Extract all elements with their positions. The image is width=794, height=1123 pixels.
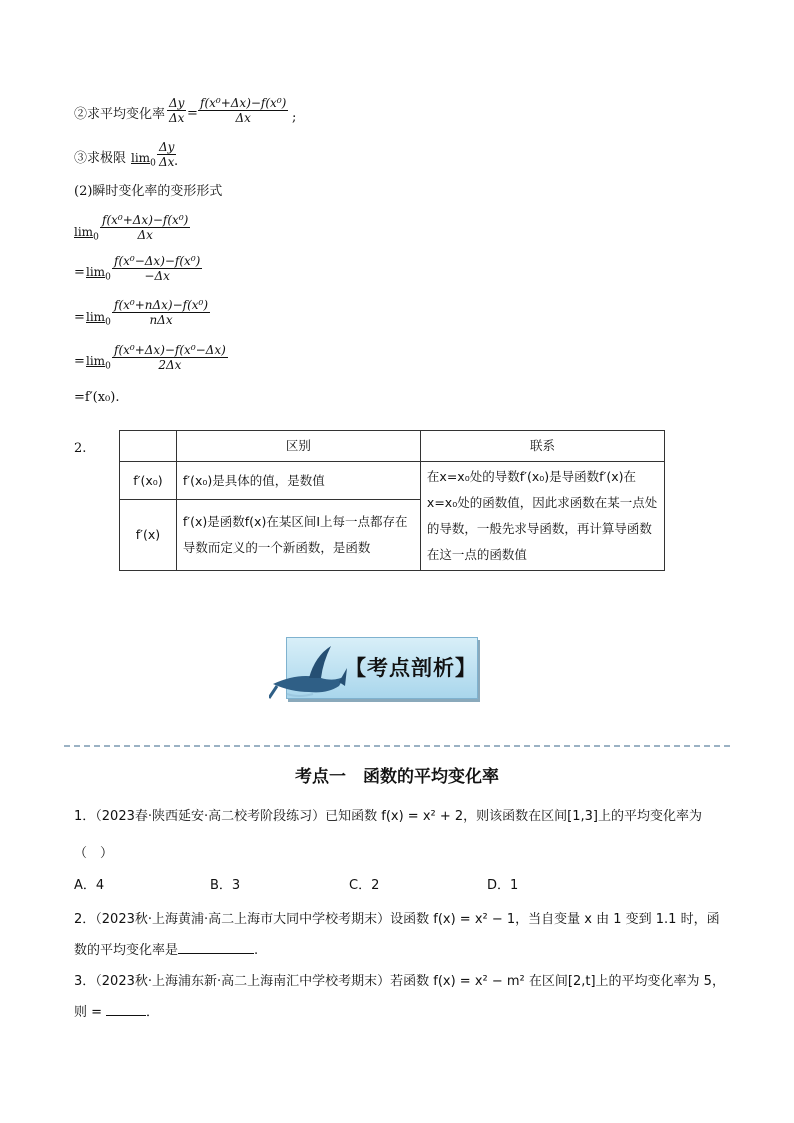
line1-den: Δx bbox=[137, 228, 153, 242]
line4-den: 2Δx bbox=[158, 358, 182, 372]
question-3-line2-wrap: 则 = ． bbox=[74, 1005, 160, 1020]
line3-den: nΔx bbox=[149, 313, 173, 327]
step3-den: Δx bbox=[159, 155, 175, 169]
line2-fraction bbox=[112, 254, 202, 283]
step3-num: Δy bbox=[159, 140, 175, 154]
section2-title: (2)瞬时变化率的变形形式 bbox=[74, 184, 223, 199]
line1-limit bbox=[74, 225, 99, 242]
line2-prefix: = bbox=[74, 265, 85, 280]
step3-lim-word: lim bbox=[131, 151, 151, 165]
line4-limit bbox=[86, 354, 111, 371]
step2-end: ; bbox=[292, 110, 297, 125]
line2-limit bbox=[86, 265, 111, 282]
section-banner bbox=[286, 637, 478, 699]
line1-lim-sub: 0 bbox=[93, 232, 99, 243]
question-2-line2-wrap: 数的平均变化率是 . bbox=[74, 943, 259, 958]
line3-prefix: = bbox=[74, 310, 85, 325]
header-link: 联系 bbox=[420, 431, 664, 462]
question-1-line2: （ ） bbox=[74, 846, 114, 861]
line2-num: f(x⁰−Δx)−f(x⁰) bbox=[114, 254, 201, 268]
final-derivative: =f′(x₀). bbox=[74, 390, 120, 405]
table-header-row bbox=[120, 431, 665, 462]
table-number: 2. bbox=[74, 441, 87, 456]
step3-limit bbox=[131, 151, 156, 168]
step2-lhs-num: Δy bbox=[169, 96, 185, 110]
option-a: A．4 bbox=[74, 878, 105, 893]
line4-lim-word: lim bbox=[86, 354, 106, 368]
row2-label: f′(x) bbox=[120, 500, 177, 571]
step2-label: ②求平均变化率 bbox=[74, 107, 166, 122]
line2-den: −Δx bbox=[144, 269, 170, 283]
header-empty-cell bbox=[120, 431, 177, 462]
line4-lim-sub: 0 bbox=[105, 361, 111, 372]
section-heading: 考点一 函数的平均变化率 bbox=[295, 767, 499, 787]
step2-lhs-fraction bbox=[167, 96, 186, 125]
dashed-divider bbox=[64, 745, 730, 747]
line1-lim-word: lim bbox=[74, 225, 94, 239]
header-diff: 区别 bbox=[176, 431, 420, 462]
row1-diff: f′(x₀)是具体的值，是数值 bbox=[176, 462, 420, 500]
line3-limit bbox=[86, 310, 111, 327]
step3-end: . bbox=[174, 154, 179, 169]
line4-fraction bbox=[112, 343, 228, 372]
row1-label: f′(x₀) bbox=[120, 462, 177, 500]
step2-rhs-den: Δx bbox=[235, 111, 251, 125]
question-2-line2: 数的平均变化率是 bbox=[74, 943, 179, 958]
line3-fraction bbox=[112, 298, 210, 327]
step2-equals: = bbox=[187, 106, 198, 121]
step3-lim-sub: 0 bbox=[150, 158, 156, 169]
line3-lim-word: lim bbox=[86, 310, 106, 324]
question-2-line1: 2．（2023秋·上海黄浦·高二上海市大同中学校考期末）设函数 f(x) = x² − 1，当自变量 x 由 1 变到 1.1 时，函 bbox=[74, 912, 720, 927]
swordfish-icon bbox=[269, 642, 349, 700]
banner-text: 【考点剖析】 bbox=[345, 656, 477, 680]
step2-lhs-den: Δx bbox=[169, 111, 185, 125]
line2-lim-word: lim bbox=[86, 265, 106, 279]
line3-num: f(x⁰+nΔx)−f(x⁰) bbox=[114, 298, 209, 312]
step3-label: ③求极限 bbox=[74, 151, 127, 166]
step2-rhs-num: f(x⁰+Δx)−f(x⁰) bbox=[200, 96, 287, 110]
answer-blank[interactable] bbox=[178, 941, 254, 954]
question-1-line1: 1．（2023春·陕西延安·高二校考阶段练习）已知函数 f(x) = x² + 2，则该函数在区间[1,3]上的平均变化率为 bbox=[74, 809, 702, 824]
line4-prefix: = bbox=[74, 354, 85, 369]
line1-num: f(x⁰+Δx)−f(x⁰) bbox=[102, 213, 189, 227]
step2-rhs-fraction bbox=[198, 96, 288, 125]
line3-lim-sub: 0 bbox=[105, 317, 111, 328]
line1-fraction bbox=[100, 213, 190, 242]
answer-blank[interactable] bbox=[106, 1003, 146, 1016]
question-3-line1: 3．（2023秋·上海浦东新·高二上海南汇中学校考期末）若函数 f(x) = x² − m² 在区间[2,t]上的平均变化率为 5， bbox=[74, 974, 725, 989]
option-c: C．2 bbox=[349, 878, 380, 893]
option-d: D．1 bbox=[487, 878, 519, 893]
line4-num: f(x⁰+Δx)−f(x⁰−Δx) bbox=[114, 343, 226, 357]
table-row bbox=[120, 462, 665, 500]
link-cell: 在x=x₀处的导数f′(x₀)是导函数f′(x)在x=x₀处的函数值，因此求函数在某一点处的导数，一般先求导函数，再计算导函数在这一点的函数值 bbox=[420, 462, 664, 571]
line2-lim-sub: 0 bbox=[105, 272, 111, 283]
comparison-table bbox=[119, 430, 665, 571]
question-3-line2: 则 = bbox=[74, 1005, 103, 1020]
option-b: B．3 bbox=[210, 878, 241, 893]
row2-diff: f′(x)是函数f(x)在某区间I上每一点都存在导数而定义的一个新函数，是函数 bbox=[176, 500, 420, 571]
